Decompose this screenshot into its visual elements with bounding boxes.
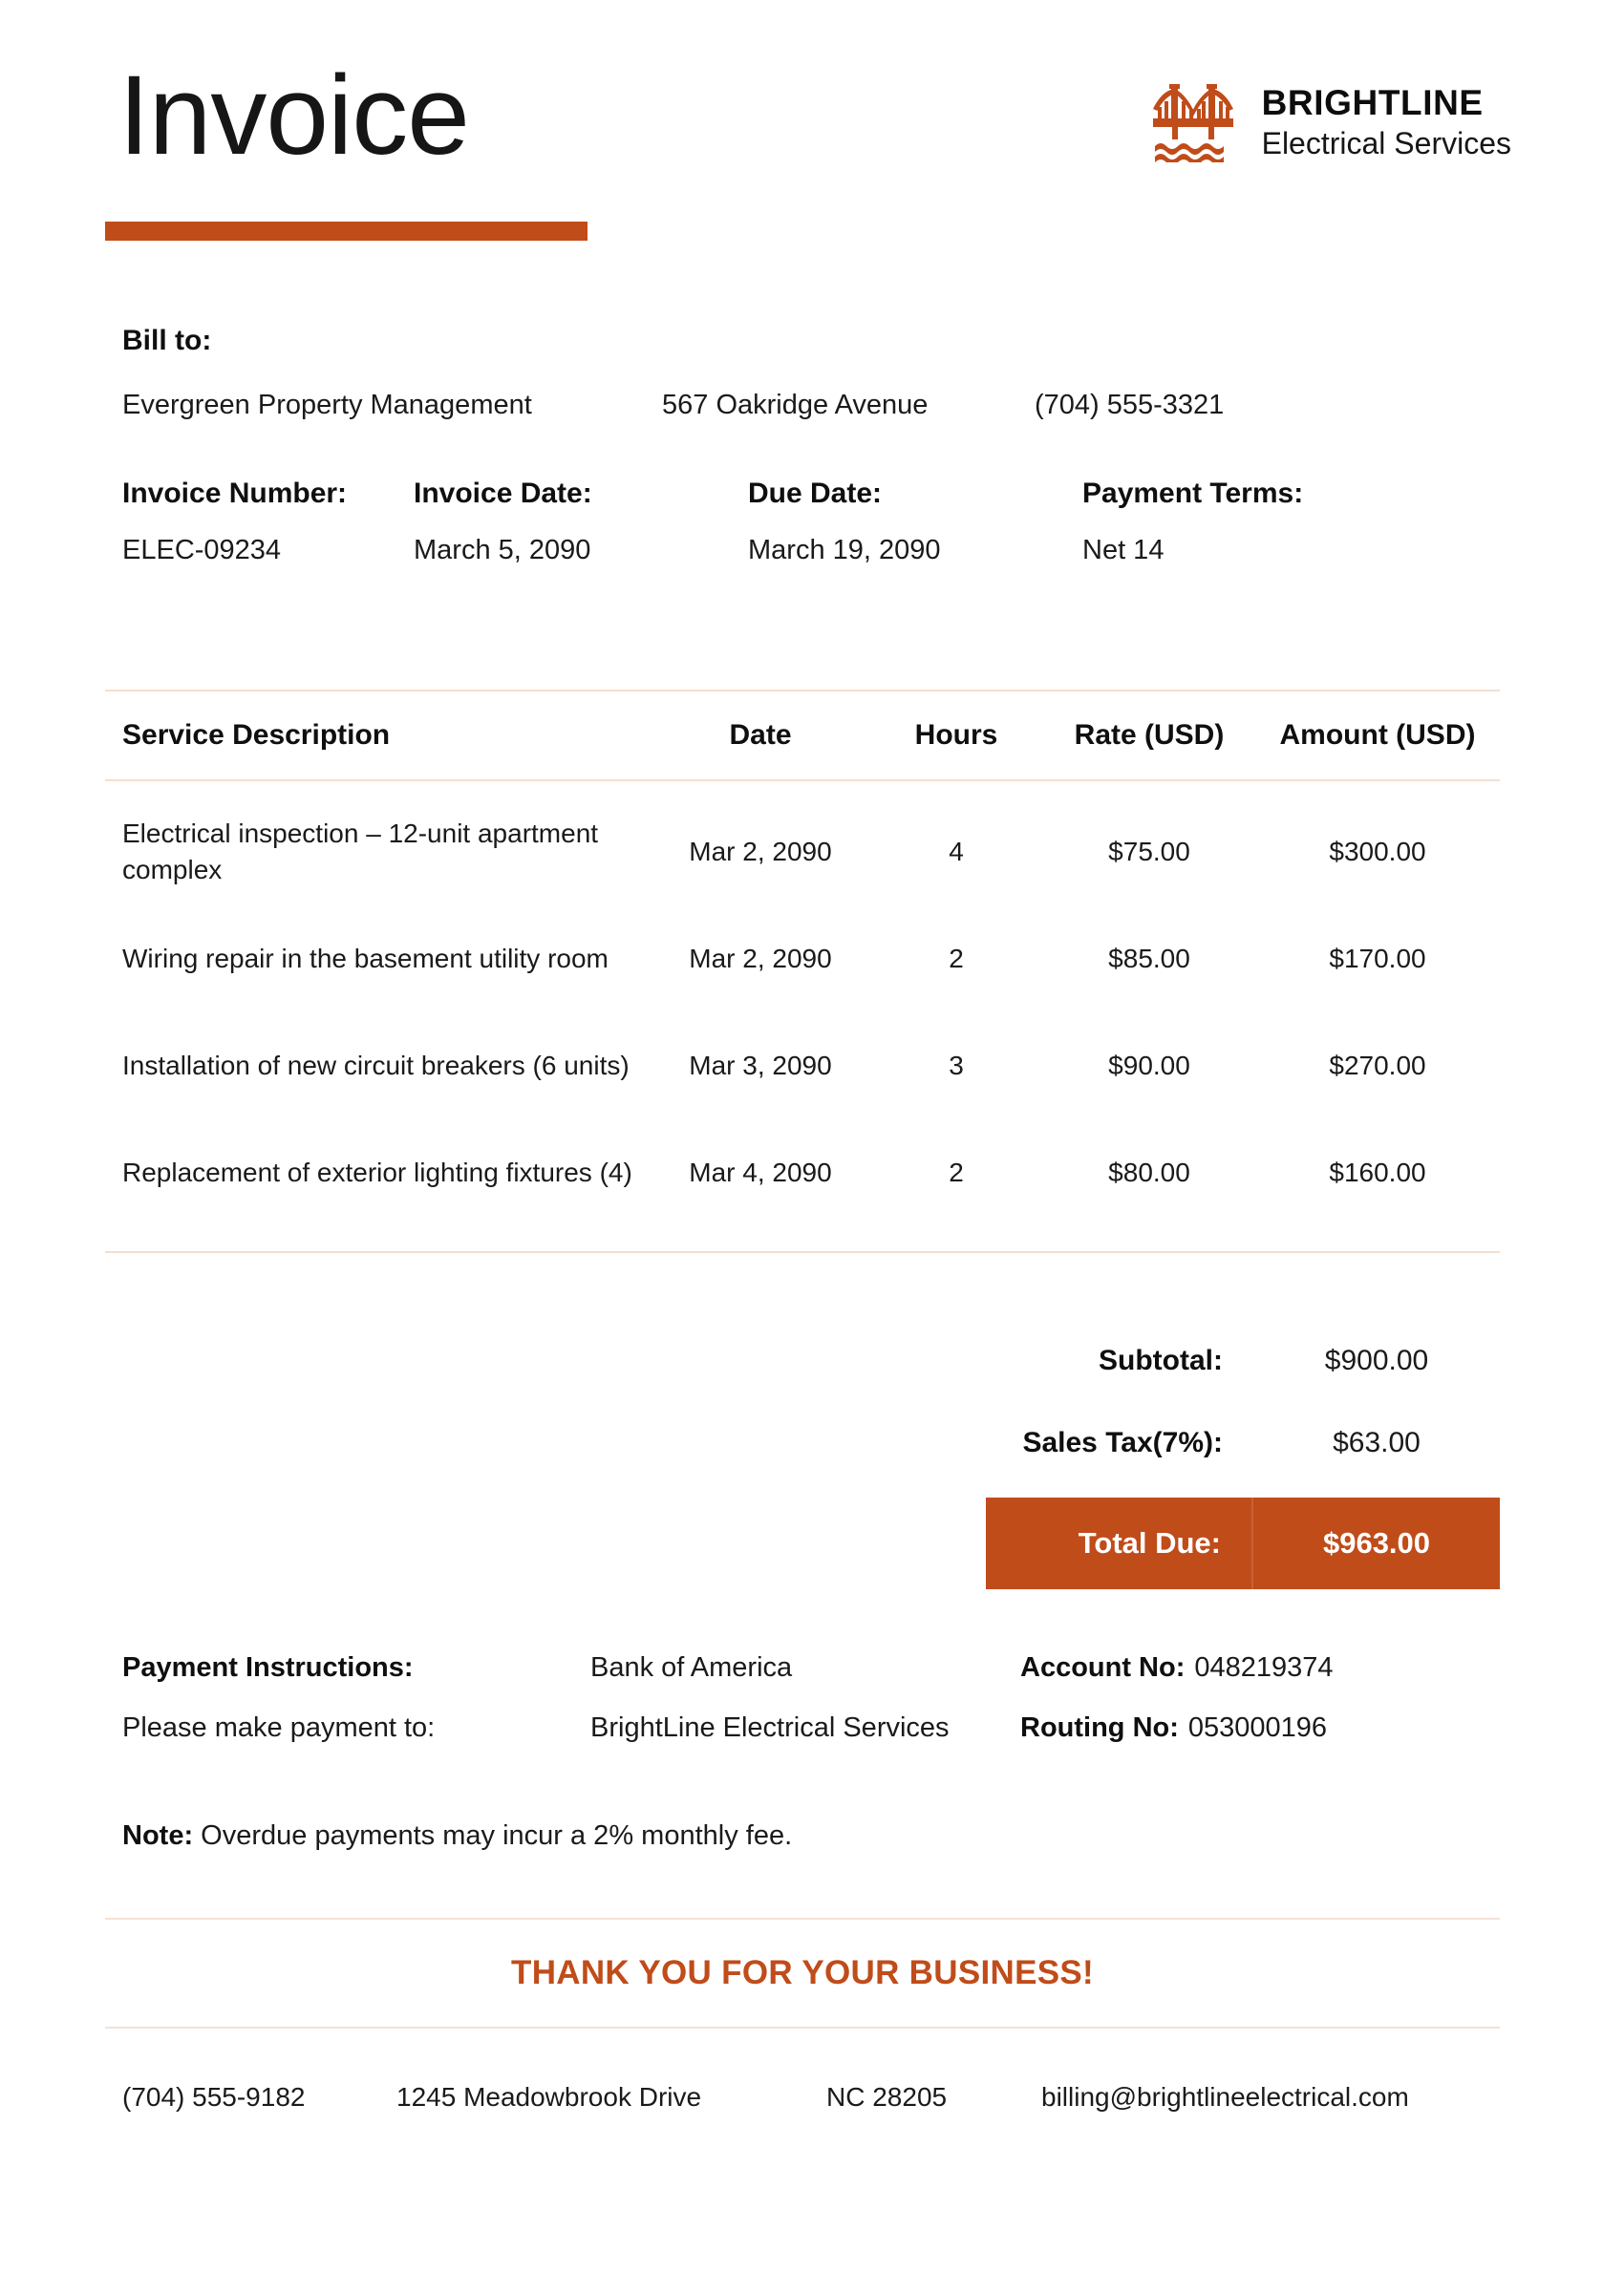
account-no-label: Account No:	[1020, 1652, 1186, 1683]
subtotal-value: $900.00	[1324, 1345, 1429, 1376]
title-underline-rule	[105, 222, 588, 241]
cell-amount: $270.00	[1329, 1051, 1426, 1080]
sales-tax-row	[105, 1402, 1500, 1484]
cell-rate: $75.00	[1108, 837, 1190, 866]
invoice-date-value: March 5, 2090	[414, 535, 591, 565]
column-header-date: Date	[729, 719, 792, 751]
bill-to-phone: (704) 555-3321	[1035, 390, 1225, 420]
sales-tax-label: Sales Tax(7%):	[1022, 1427, 1223, 1458]
cell-hours: 3	[949, 1051, 964, 1080]
bill-to-name: Evergreen Property Management	[122, 390, 532, 420]
invoice-meta-values-row	[122, 535, 1507, 566]
note-label: Note:	[122, 1820, 194, 1851]
bill-to-label: Bill to:	[122, 325, 212, 356]
due-date-value: March 19, 2090	[748, 535, 941, 565]
table-row	[105, 1012, 1500, 1119]
thank-you-message: THANK YOU FOR YOUR BUSINESS!	[511, 1954, 1094, 1991]
footer-phone: (704) 555-9182	[122, 2082, 306, 2112]
invoice-date-label: Invoice Date:	[414, 478, 592, 509]
bridge-icon	[1149, 80, 1237, 162]
table-header-row	[105, 691, 1500, 779]
cell-rate: $85.00	[1108, 944, 1190, 973]
cell-rate: $90.00	[1108, 1051, 1190, 1080]
payee-name: BrightLine Electrical Services	[590, 1712, 950, 1743]
total-due-value: $963.00	[1322, 1526, 1431, 1560]
cell-description: Electrical inspection – 12-unit apartment complex	[122, 818, 599, 884]
routing-no-label: Routing No:	[1020, 1712, 1179, 1743]
column-header-description: Service Description	[122, 719, 391, 751]
line-items-table	[105, 690, 1500, 1253]
footer-region: NC 28205	[826, 2082, 948, 2112]
footer-address: 1245 Meadowbrook Drive	[396, 2082, 702, 2112]
invoice-number-value: ELEC-09234	[122, 535, 282, 565]
table-header	[105, 690, 1500, 781]
cell-date: Mar 2, 2090	[689, 944, 832, 973]
cell-date: Mar 3, 2090	[689, 1051, 832, 1080]
cell-hours: 2	[949, 1158, 964, 1187]
bill-to-section	[122, 325, 1507, 421]
cell-amount: $170.00	[1329, 944, 1426, 973]
payment-note	[122, 1820, 792, 1852]
payment-instructions-section	[122, 1652, 1507, 1773]
table-row	[105, 905, 1500, 1012]
invoice-meta-section	[122, 478, 1507, 566]
invoice-header	[0, 53, 1624, 250]
bill-to-details-row	[122, 390, 1507, 421]
payment-terms-value: Net 14	[1082, 535, 1165, 565]
total-due-bar	[986, 1498, 1500, 1589]
bill-to-address: 567 Oakridge Avenue	[662, 390, 929, 420]
cell-amount: $160.00	[1329, 1158, 1426, 1187]
column-header-amount: Amount (USD)	[1279, 719, 1476, 751]
table-body	[105, 798, 1500, 1253]
cell-description: Installation of new circuit breakers (6 units)	[122, 1051, 630, 1081]
table-row	[105, 798, 1500, 905]
payment-row-bank	[122, 1652, 1507, 1684]
invoice-number-label: Invoice Number:	[122, 478, 348, 509]
cell-rate: $80.00	[1108, 1158, 1190, 1187]
brand-tagline: Electrical Services	[1261, 125, 1511, 160]
brand-text-block	[1261, 82, 1511, 160]
page-title: Invoice	[118, 53, 469, 179]
bank-name: Bank of America	[590, 1652, 793, 1683]
cell-hours: 4	[949, 837, 964, 866]
cell-description: Replacement of exterior lighting fixtures (4)	[122, 1158, 632, 1188]
table-row	[105, 1119, 1500, 1226]
cell-hours: 2	[949, 944, 964, 973]
cell-amount: $300.00	[1329, 837, 1426, 866]
subtotal-row	[105, 1320, 1500, 1402]
thank-you-banner	[105, 1918, 1500, 2029]
sales-tax-value: $63.00	[1333, 1427, 1421, 1458]
subtotal-label: Subtotal:	[1099, 1345, 1223, 1376]
account-no-value: 048219374	[1194, 1652, 1334, 1683]
cell-description: Wiring repair in the basement utility room	[122, 944, 609, 974]
invoice-footer	[105, 2082, 1500, 2113]
note-text: Overdue payments may incur a 2% monthly fee.	[201, 1820, 793, 1851]
cell-date: Mar 4, 2090	[689, 1158, 832, 1187]
footer-email: billing@brightlineelectrical.com	[1041, 2082, 1409, 2112]
due-date-label: Due Date:	[748, 478, 883, 509]
total-due-label: Total Due:	[986, 1498, 1253, 1589]
make-payment-to-label: Please make payment to:	[122, 1712, 436, 1743]
brand-lockup	[1149, 80, 1511, 162]
totals-section	[105, 1320, 1500, 1589]
brand-name: BRIGHTLINE	[1261, 82, 1484, 122]
payment-row-payee	[122, 1712, 1507, 1744]
column-header-hours: Hours	[914, 719, 998, 751]
routing-no-value: 053000196	[1187, 1712, 1328, 1743]
cell-date: Mar 2, 2090	[689, 837, 832, 866]
payment-instructions-label: Payment Instructions:	[122, 1652, 414, 1683]
payment-terms-label: Payment Terms:	[1082, 478, 1304, 509]
column-header-rate: Rate (USD)	[1074, 719, 1225, 751]
invoice-meta-labels-row	[122, 478, 1507, 510]
